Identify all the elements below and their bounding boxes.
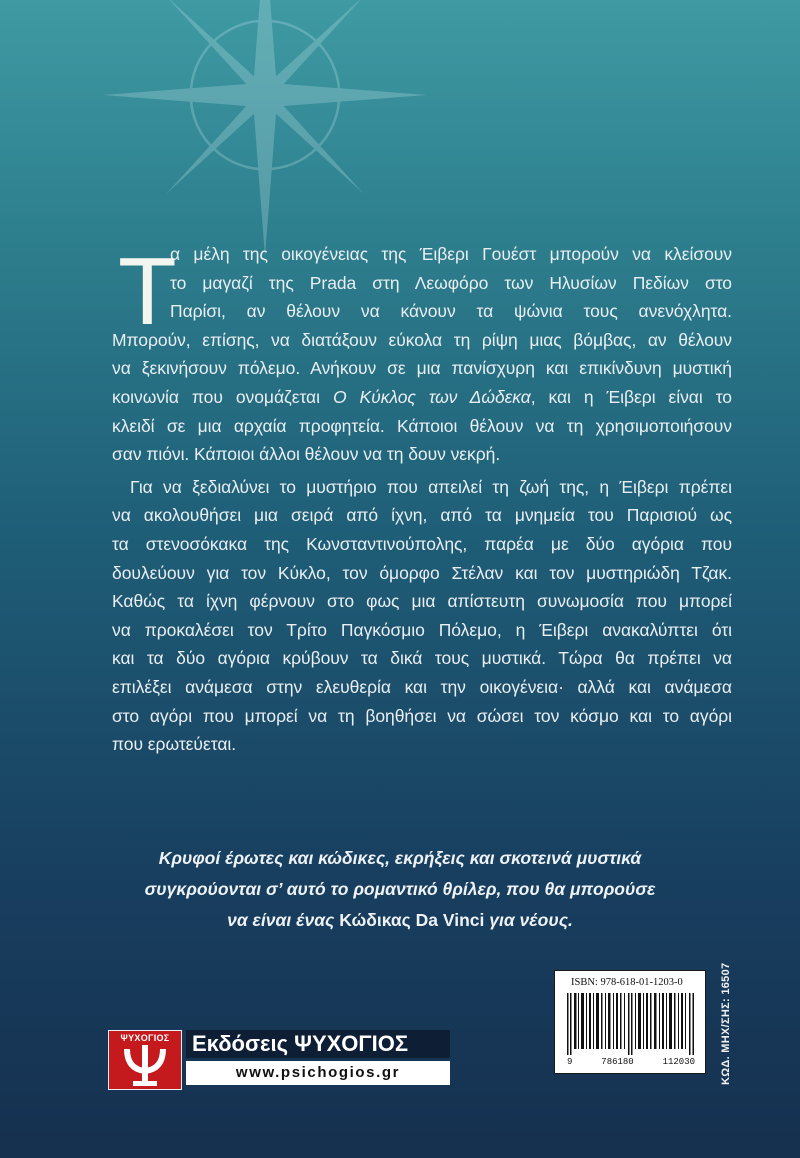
tagline-line: συγκρούονται σ’ αυτό το ρομαντικό θρίλερ, που θα μπορούσε xyxy=(144,879,656,899)
secret-society-name: Ο Κύκλος των Δώδεκα xyxy=(332,386,531,407)
barcode-digit-group: 9 xyxy=(567,1057,573,1067)
product-code: ΚΩΔ. ΜΗΧ/ΣΗΣ: 16507 xyxy=(720,962,732,1085)
publisher-logo xyxy=(108,1030,182,1090)
text-line: Για να ξεδιαλύνει το μυστήριο που απειλεί τη ζωή της, η Έιβερι πρέπει xyxy=(130,476,732,497)
isbn-barcode xyxy=(554,970,706,1074)
barcode-digit-group: 112030 xyxy=(662,1057,695,1067)
compass-rose-decoration xyxy=(100,0,430,260)
publisher-name: Εκδόσεις ΨΥΧΟΓΙΟΣ xyxy=(186,1030,450,1058)
text-line: να ακολουθήσει μια σειρά από ίχνη, από τα μνημεία του Παρισιού ως xyxy=(112,505,732,526)
text-line: το μαγαζί της Prada στη Λεωφόρο των Ηλυσίων Πεδίων στο xyxy=(170,272,732,293)
tagline-line: Κρυφοί έρωτες και κώδικες, εκρήξεις και σκοτεινά μυστικά xyxy=(158,848,642,868)
text-line: κλειδί σε μια αρχαία προφητεία. Κάποιοι θέλουν να τη χρησιμοποιήσουν xyxy=(112,415,732,436)
publisher-logo-text: ΨΥΧΟΓΙΟΣ xyxy=(120,1033,170,1043)
psi-icon xyxy=(109,1031,181,1089)
text-line xyxy=(112,383,732,412)
blurb-paragraph-2 xyxy=(112,473,732,759)
text-line: Καθώς τα ίχνη φέρνουν στο φως μια απίστευτη συνωμοσία που μπορεί xyxy=(112,591,732,612)
text-line: και τα δύο αγόρια κρύβουν τα δικά τους μυστικά. Τώρα θα πρέπει να xyxy=(112,648,732,669)
text-line: στο αγόρι που μπορεί να τη βοηθήσει να σώσει τον κόσμο και το αγόρι xyxy=(112,705,732,726)
text-line: να ξεκινήσουν πόλεμο. Ανήκουν σε μια πανίσχυρη και επικίνδυνη μυστική xyxy=(112,358,732,379)
drop-cap: Τ xyxy=(118,238,177,345)
tagline-line xyxy=(112,905,688,936)
text-line: Παρίσι, αν θέλουν να κάνουν τα ψώνια τους ανενόχλητα. xyxy=(170,301,732,322)
text-fragment: κοινωνία που ονομάζεται xyxy=(112,386,333,407)
barcode-digits xyxy=(567,1057,695,1067)
text-fragment: να είναι ένας xyxy=(227,910,340,930)
barcode-digit-group: 786180 xyxy=(601,1057,634,1067)
text-fragment: για νέους. xyxy=(484,910,573,930)
text-line: Μπορούν, επίσης, να διατάξουν εύκολα τη ρίψη μιας βόμβας, αν θέλουν xyxy=(112,329,732,350)
text-line: που ερωτεύεται. xyxy=(112,734,237,755)
barcode-bars xyxy=(567,993,695,1055)
publisher-url: www.psichogios.gr xyxy=(186,1061,450,1085)
blurb-paragraph-1 xyxy=(112,240,732,469)
text-line: δουλεύουν για τον Κύκλο, τον όμορφο Στέλαν και τον μυστηριώδη Τζακ. xyxy=(112,562,732,583)
text-line: α μέλη της οικογένειας της Έιβερι Γουέστ μπορούν να κλείσουν xyxy=(170,244,732,264)
book-reference: Κώδικας Da Vinci xyxy=(339,910,485,930)
text-line: σαν πιόνι. Κάποιοι άλλοι θέλουν να τη δουν νεκρή. xyxy=(112,444,501,465)
text-line: να προκαλέσει τον Τρίτο Παγκόσμιο Πόλεμο, η Έιβερι ανακαλύπτει ότι xyxy=(112,619,732,640)
text-line: επιλέξει ανάμεσα στην ελευθερία και την οικογένεια· αλλά και ανάμεσα xyxy=(112,676,732,697)
isbn-number: ISBN: 978-618-01-1203-0 xyxy=(571,977,683,988)
text-fragment: , και η Έιβερι είναι το xyxy=(530,386,732,407)
tagline xyxy=(112,843,688,936)
blurb xyxy=(112,240,732,759)
text-line: τα στενοσόκακα της Κωνσταντινούπολης, παρέα με δύο αγόρια που xyxy=(112,533,732,554)
